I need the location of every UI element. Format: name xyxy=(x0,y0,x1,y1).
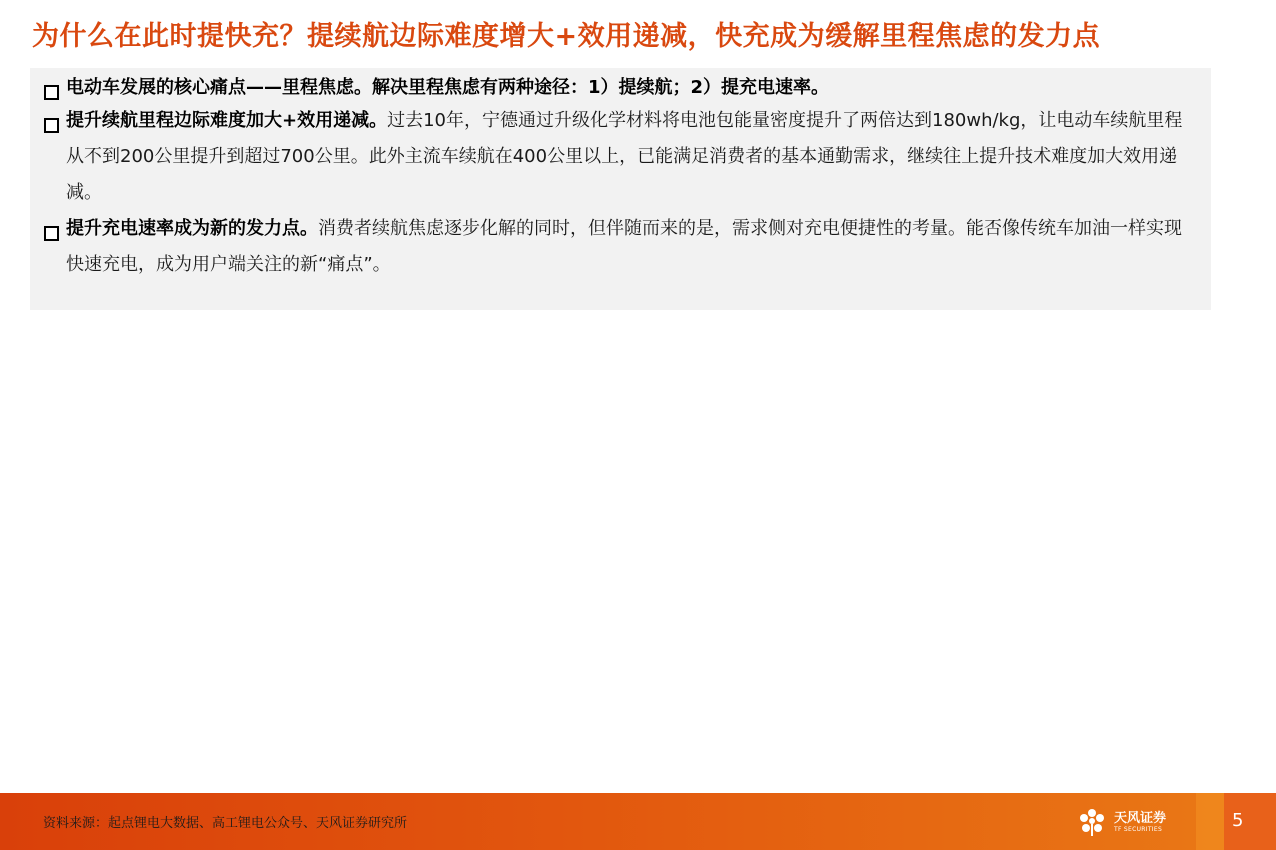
logo-english-text: TF SECURITIES xyxy=(1114,825,1163,833)
page-number: 5 xyxy=(1232,810,1244,831)
page-title: 为什么在此时提快充？提续航边际难度增大+效用递减，快充成为缓解里程焦虑的发力点 xyxy=(32,21,1101,52)
checkbox-icon xyxy=(44,118,59,133)
bullet-bold-text: 提升充电速率成为新的发力点。 xyxy=(66,218,318,239)
bullet-text xyxy=(66,103,1197,211)
footer-bar xyxy=(0,793,1276,850)
bullet-text xyxy=(66,211,1197,283)
bullet-item xyxy=(44,220,1197,283)
bullet-bold-text: 提升续航里程边际难度加大+效用递减。 xyxy=(66,110,388,131)
bullet-item xyxy=(44,112,1197,211)
bullet-bold-text: 电动车发展的核心痛点——里程焦虑。解决里程焦虑有两种途径：1）提续航；2）提充电速率。 xyxy=(66,77,830,98)
content-panel xyxy=(30,68,1211,310)
company-logo xyxy=(1076,805,1176,839)
bullet-body-text: 过去10年，宁德通过升级化学材料将电池包能量密度提升了两倍达到180wh/kg，让电动车续航里程从不到200公里提升到超过700公里。此外主流车续航在400公里以上，已能满足消费者的基本通勤需求，继续往上提升技术难度加大效用递减。 xyxy=(66,110,1183,203)
flower-logo-icon xyxy=(1076,806,1108,838)
bullet-text xyxy=(66,73,829,103)
logo-chinese-text: 天风证券 xyxy=(1114,810,1167,826)
bullet-body-text: 消费者续航焦虑逐步化解的同时，但伴随而来的是，需求侧对充电便捷性的考量。能否像传统车加油一样实现快速充电，成为用户端关注的新“痛点”。 xyxy=(66,218,1182,275)
checkbox-icon xyxy=(44,226,59,241)
source-note: 资料来源：起点锂电大数据、高工锂电公众号、天风证券研究所 xyxy=(43,816,408,831)
bullet-item xyxy=(44,79,1197,103)
checkbox-icon xyxy=(44,85,59,100)
